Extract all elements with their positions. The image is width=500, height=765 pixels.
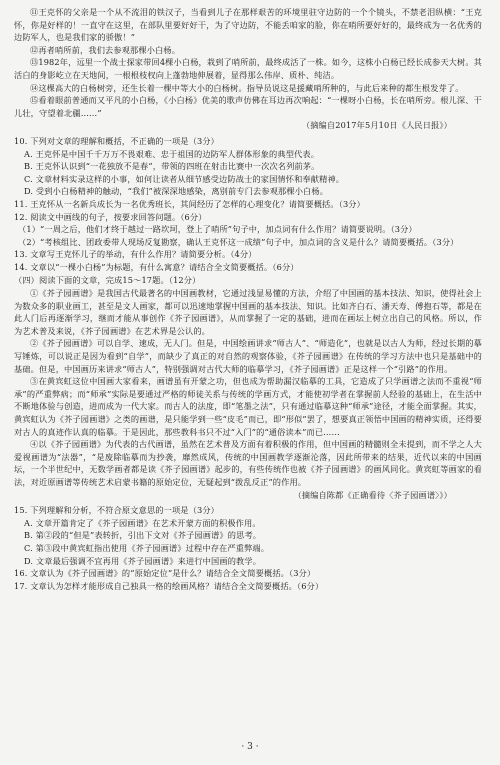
question-15-option-a: A. 文章开篇肯定了《芥子园画谱》在艺术开蒙方面的积极作用。 (24, 517, 261, 528)
question-17: 17. 文章认为怎样才能形成自己独具一格的绘画风格？请结合全文简要概括。（6分） (14, 580, 324, 591)
reading1-source: （摘编自2017年5月10日《人民日报》） (301, 120, 452, 131)
question-12: 12. 阅读文中画线的句子，按要求回答问题。（6分） (14, 211, 207, 222)
question-10-option-b: B. 王克怀认识到“一花独放不是春”，带领的四班在射击比赛中一次次名列前茅。 (24, 161, 320, 172)
question-16: 16. 文章认为《芥子园画谱》的“原始定位”是什么？请结合全文简要概括。（3分） (14, 568, 316, 579)
question-10: 10. 下列对文章的理解和概括，不正确的一项是（3分） (14, 135, 220, 146)
question-15-option-b: B. 第②段的“但是”表转折，引出下文对《芥子园画谱》的思考。 (24, 530, 262, 541)
question-15-option-d: D. 文章最后强调不宜再用《芥子园画谱》来进行中国画的教学。 (24, 555, 262, 566)
question-14: 14. 文章以“一棵小白杨”为标题，有什么寓意？请结合全文简要概括。（6分） (14, 261, 299, 272)
question-15: 15. 下列理解和分析，不符合原文意思的一项是（3分） (14, 505, 220, 516)
question-12-part-2: （2）“考核组比、团政委带人现场反复勘察，确认王克怀这一成绩”句子中，加点词的含义是什么？请简要概括。（3分） (18, 236, 459, 247)
reading2-paragraph-4: ④以《芥子园画谱》为代表的古代画谱，虽然在艺术普及方面有着积极的作用，但中国画的精髓则全未提到，而不学之人大爱视画谱为“法器”，“是废除临摹而为抄袭，靡然成风，传统的中国画教学逐渐沦落，因此所带来的结果，近代以来的中国画坛，一个半世纪中，无数学画者都是读《芥子园画谱》起步的，有些传统作也被《芥子园画谱》的画风同化。黄宾虹等画家的看法，对近原画谱等传统艺术启蒙书籍的原始定位，无疑起到“拨乱反正”的作用。 (14, 439, 482, 487)
reading2-paragraph-1: ①《芥子园画谱》是我国古代最著名的中国画教材，它通过浅显易懂的方法，介绍了中国画的基本技法、知识，使得社会上为数众多的职业画工，甚至是文人画家，都可以迅速地掌握中国画的基本技法、知识。比如齐白石、潘天寿、傅抱石等，都是在此人门后再逐渐学习，继而才能从事创作《芥子园画谱》，从而掌握了一定的基础，进而在画坛上树立出自己的风格。所以，作为艺术普及来说，《芥子园画谱》在艺术界是公认的。 (14, 288, 482, 336)
reading1-paragraph-14: ⑭这棵高大的白杨树旁，还生长着一棵中等大小的白杨树。指导员说这是援藏哨所种的，与此后来种的都生根发芽了。 (30, 82, 464, 93)
reading2-source: （摘编自陈都《正确看待〈芥子园画谱〉》） (293, 489, 452, 500)
question-12-part-1: （1）“一周之后，他们才终于越过一路坎坷，登上了哨所”句子中，加点词有什么作用？请简要说明。（3分） (18, 224, 417, 235)
question-10-option-c: C. 文章材料实录这样的小事，如何让读者从细节感受边防战士的家国情怀和奉献精神。 (24, 173, 345, 184)
question-13: 13. 文章写王克怀儿子的举动，有什么作用？请简要分析。（4分） (14, 249, 257, 260)
reading1-paragraph-15: ⑮看着眼前普通而又平凡的小白杨，《小白杨》优美的歌声仿佛在耳边再次响起：“一棵呀小白杨，长在哨所旁。根儿深、干儿壮，守望着北疆……” (14, 95, 482, 118)
page-number: · 3 · (241, 742, 259, 752)
reading1-paragraph-13: ⑬1982年，远里一个战士探家带回4棵小白杨，栽到了哨所前，最终成活了一株。如今，这株小白杨已经长成参天大树。其活白的身影屹立在天地间，一根根枝杈向上蓬勃地伸展着，显得那么伟岸、质朴、纯洁。 (14, 57, 483, 80)
reading2-paragraph-3: ③在黄宾虹这位中国画大家看来，画谱虽有开蒙之功，但也成为帮助漏汉临摹的工具，它造成了只学画谱之法而不重视“师承”的严重弊病；而“师承”实际是要通过严格的师徒关系与传统的学画方式，才能使初学者在掌握前人经验的基础上，在生活中不断地体验与创造，进而成为一代大家。而古人的法度，即“笔墨之法”，只有通过临摹这种“师承”途径，才能全面掌握。其实，黄宾虹认为《芥子园画谱》之类的画谱，是只能学到一些“皮毛”而已，即“形似”罢了，想要真正领悟中国画的精神实质，还得要对古人的真迹作认真的临摹。于是因此，那些教科书只不过“入门”的“通俗读本”而已…… (14, 376, 482, 437)
question-10-option-a: A. 王克怀是中国千千万万不畏艰难、忠于祖国的边防军人群体形象的典型代表。 (24, 148, 320, 159)
question-11: 11. 王克怀从一名新兵成长为一名优秀班长，其间经历了怎样的心理变化？请简要概括。（3分） (14, 198, 365, 209)
reading2-header: （四）阅读下面的文章，完成15～17题。（12分） (14, 275, 201, 286)
reading2-paragraph-2: ②《芥子园画谱》可以自学、速成，无人门。但是，中国绘画讲求“师古人”、“师造化”，也就是以古人为师，经过长期的摹写锤炼，可以说正是因为看到“自学”，而缺少了真正的对自然的观察体验，《芥子园画谱》在传统的学习方法中也只是基础中的基础。但是，中国画历来讲求“师古人”，特别强调对古代大师的临摹学习，《芥子园画谱》正是这样一个“引路”的作用。 (14, 338, 482, 374)
reading1-paragraph-12: ⑫再者哨所前，我们去参观那棵小白杨。 (30, 44, 181, 55)
question-10-option-d: D. 受到小白杨精神的触动，“我们”被深深地感染，离别前专门去参观那棵小白杨。 (24, 186, 329, 197)
question-15-option-c: C. 第③段中黄宾虹指出使用《芥子园画谱》过程中存在严重弊端。 (24, 542, 270, 553)
reading1-paragraph-11: ⑪王克怀的父亲是一个从不流泪的铁汉子，当看到儿子在那样艰苦的环境里驻守边防的一个个镜头，不禁老泪纵横：“王克怀，你是好样的！一直守在这里，在部队里要好好干，为了守边防，不能丢咱家的脸，你在哨所要好好的，最终成为一名优秀的边防军人，也是我们家的骄傲！” (14, 7, 482, 43)
